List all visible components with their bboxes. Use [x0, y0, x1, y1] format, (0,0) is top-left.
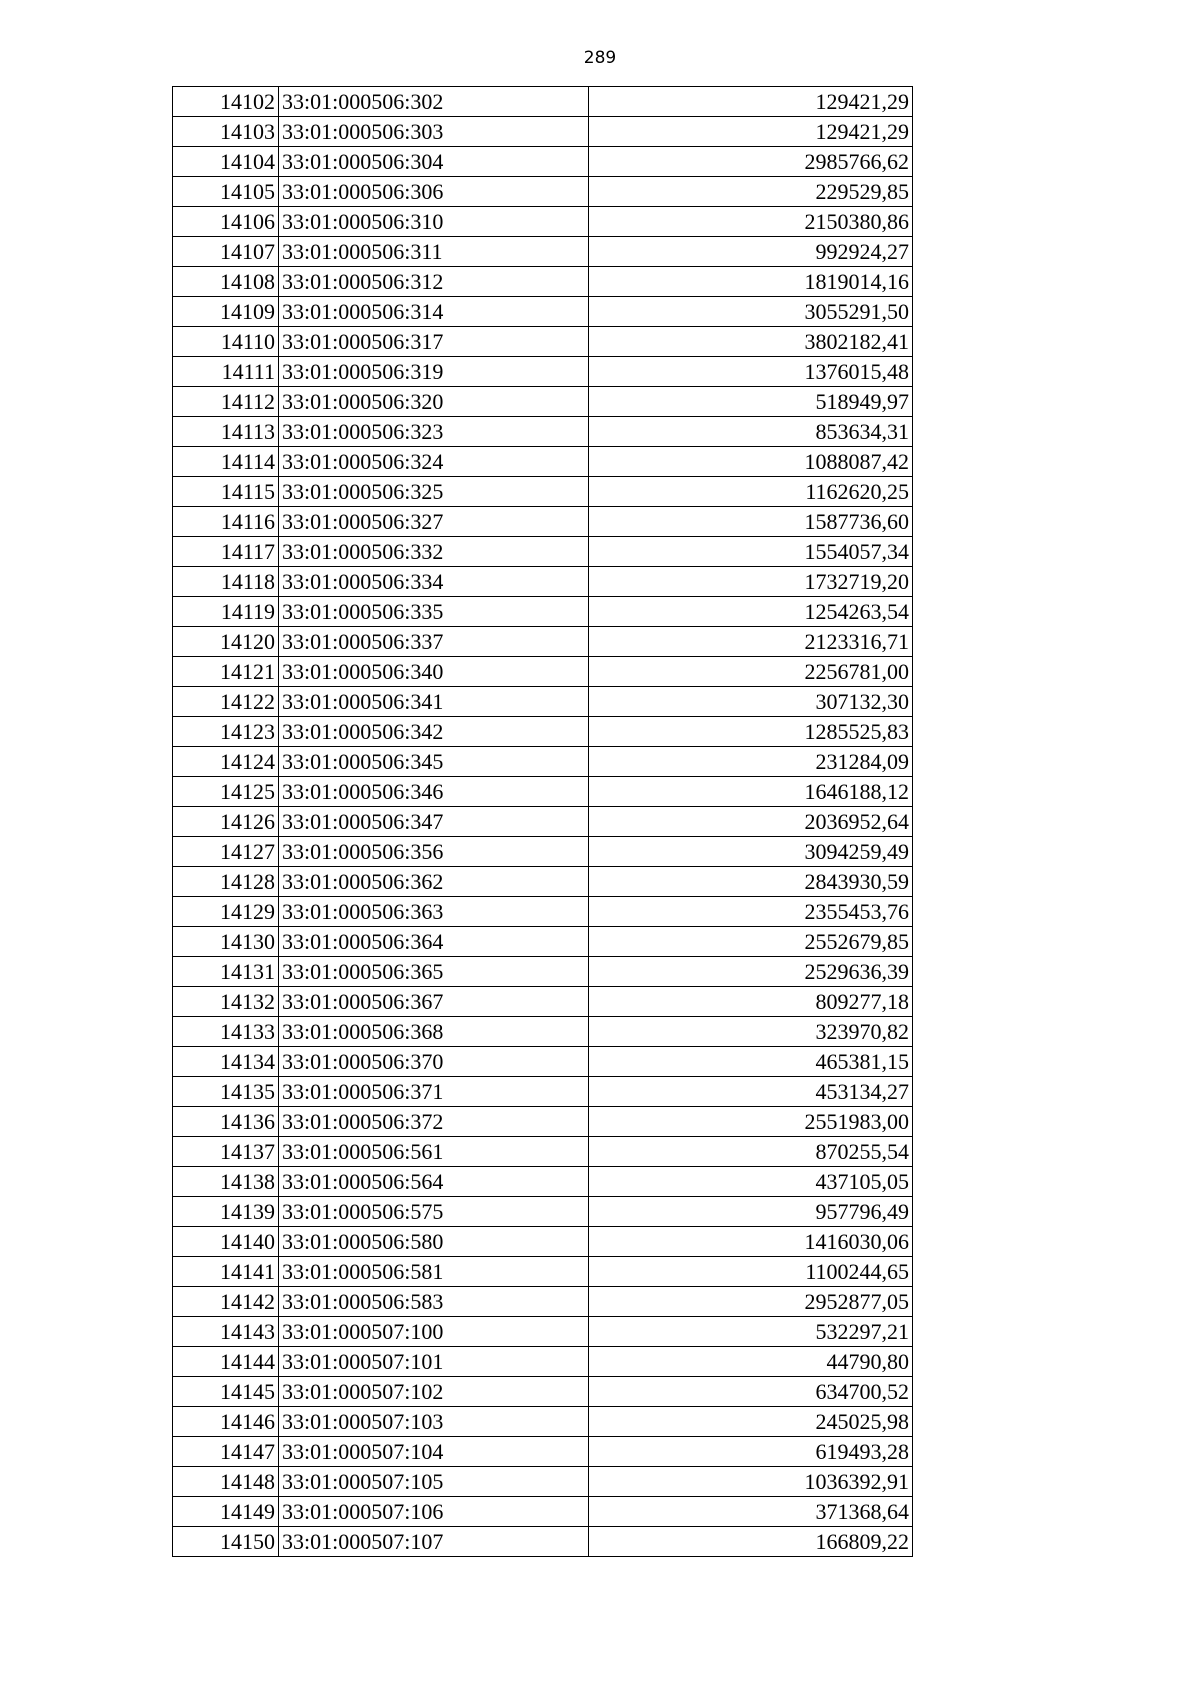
- table-row: [173, 627, 913, 657]
- value-cell: 1554057,34: [589, 537, 913, 567]
- value-cell: 619493,28: [589, 1437, 913, 1467]
- value-cell: 2529636,39: [589, 957, 913, 987]
- value-cell: 229529,85: [589, 177, 913, 207]
- cadastral-number-cell: 33:01:000506:335: [279, 597, 589, 627]
- row-number-cell: 14145: [173, 1377, 279, 1407]
- cadastral-number-cell: 33:01:000506:345: [279, 747, 589, 777]
- value-cell: 1416030,06: [589, 1227, 913, 1257]
- row-number-cell: 14142: [173, 1287, 279, 1317]
- table-row: [173, 477, 913, 507]
- cadastral-number-cell: 33:01:000506:370: [279, 1047, 589, 1077]
- table-row: [173, 867, 913, 897]
- table-row: [173, 897, 913, 927]
- row-number-cell: 14124: [173, 747, 279, 777]
- value-cell: 2036952,64: [589, 807, 913, 837]
- row-number-cell: 14122: [173, 687, 279, 717]
- row-number-cell: 14127: [173, 837, 279, 867]
- table-row: [173, 687, 913, 717]
- value-cell: 323970,82: [589, 1017, 913, 1047]
- cadastral-number-cell: 33:01:000506:337: [279, 627, 589, 657]
- table-row: [173, 1377, 913, 1407]
- value-cell: 245025,98: [589, 1407, 913, 1437]
- row-number-cell: 14116: [173, 507, 279, 537]
- row-number-cell: 14107: [173, 237, 279, 267]
- row-number-cell: 14111: [173, 357, 279, 387]
- table-row: [173, 537, 913, 567]
- row-number-cell: 14120: [173, 627, 279, 657]
- cadastral-number-cell: 33:01:000507:104: [279, 1437, 589, 1467]
- cadastral-number-cell: 33:01:000506:302: [279, 87, 589, 117]
- cadastral-number-cell: 33:01:000506:368: [279, 1017, 589, 1047]
- row-number-cell: 14141: [173, 1257, 279, 1287]
- table-row: [173, 267, 913, 297]
- cadastral-number-cell: 33:01:000507:103: [279, 1407, 589, 1437]
- cadastral-number-cell: 33:01:000506:341: [279, 687, 589, 717]
- table-row: [173, 777, 913, 807]
- table-row: [173, 1167, 913, 1197]
- value-cell: 1587736,60: [589, 507, 913, 537]
- row-number-cell: 14119: [173, 597, 279, 627]
- row-number-cell: 14147: [173, 1437, 279, 1467]
- row-number-cell: 14130: [173, 927, 279, 957]
- table-row: [173, 327, 913, 357]
- cadastral-number-cell: 33:01:000506:581: [279, 1257, 589, 1287]
- table-row: [173, 297, 913, 327]
- value-cell: 453134,27: [589, 1077, 913, 1107]
- row-number-cell: 14131: [173, 957, 279, 987]
- value-cell: 371368,64: [589, 1497, 913, 1527]
- value-cell: 465381,15: [589, 1047, 913, 1077]
- table-row: [173, 807, 913, 837]
- cadastral-number-cell: 33:01:000507:105: [279, 1467, 589, 1497]
- row-number-cell: 14117: [173, 537, 279, 567]
- row-number-cell: 14113: [173, 417, 279, 447]
- value-cell: 1100244,65: [589, 1257, 913, 1287]
- value-cell: 1162620,25: [589, 477, 913, 507]
- table-row: [173, 177, 913, 207]
- table-row: [173, 927, 913, 957]
- row-number-cell: 14140: [173, 1227, 279, 1257]
- value-cell: 307132,30: [589, 687, 913, 717]
- value-cell: 1036392,91: [589, 1467, 913, 1497]
- value-cell: 2150380,86: [589, 207, 913, 237]
- table-row: [173, 1077, 913, 1107]
- row-number-cell: 14112: [173, 387, 279, 417]
- cadastral-number-cell: 33:01:000506:342: [279, 717, 589, 747]
- value-cell: 129421,29: [589, 87, 913, 117]
- value-cell: 870255,54: [589, 1137, 913, 1167]
- value-cell: 2355453,76: [589, 897, 913, 927]
- cadastral-number-cell: 33:01:000506:364: [279, 927, 589, 957]
- row-number-cell: 14135: [173, 1077, 279, 1107]
- value-cell: 166809,22: [589, 1527, 913, 1557]
- table-row: [173, 1047, 913, 1077]
- cadastral-number-cell: 33:01:000506:362: [279, 867, 589, 897]
- table-row: [173, 447, 913, 477]
- table-row: [173, 837, 913, 867]
- cadastral-number-cell: 33:01:000506:346: [279, 777, 589, 807]
- row-number-cell: 14148: [173, 1467, 279, 1497]
- table-row: [173, 987, 913, 1017]
- value-cell: 3094259,49: [589, 837, 913, 867]
- value-cell: 3802182,41: [589, 327, 913, 357]
- cadastral-number-cell: 33:01:000507:100: [279, 1317, 589, 1347]
- value-cell: 532297,21: [589, 1317, 913, 1347]
- cadastral-number-cell: 33:01:000506:323: [279, 417, 589, 447]
- table-row: [173, 1137, 913, 1167]
- cadastral-number-cell: 33:01:000506:365: [279, 957, 589, 987]
- table-row: [173, 717, 913, 747]
- value-cell: 1646188,12: [589, 777, 913, 807]
- table-row: [173, 417, 913, 447]
- value-cell: 1376015,48: [589, 357, 913, 387]
- table-row: [173, 207, 913, 237]
- row-number-cell: 14126: [173, 807, 279, 837]
- value-cell: 2952877,05: [589, 1287, 913, 1317]
- table-row: [173, 657, 913, 687]
- row-number-cell: 14114: [173, 447, 279, 477]
- cadastral-number-cell: 33:01:000506:312: [279, 267, 589, 297]
- value-cell: 1088087,42: [589, 447, 913, 477]
- value-cell: 957796,49: [589, 1197, 913, 1227]
- value-cell: 1819014,16: [589, 267, 913, 297]
- cadastral-number-cell: 33:01:000506:580: [279, 1227, 589, 1257]
- value-cell: 2551983,00: [589, 1107, 913, 1137]
- cadastral-number-cell: 33:01:000506:314: [279, 297, 589, 327]
- row-number-cell: 14105: [173, 177, 279, 207]
- cadastral-number-cell: 33:01:000506:303: [279, 117, 589, 147]
- value-cell: 231284,09: [589, 747, 913, 777]
- value-cell: 44790,80: [589, 1347, 913, 1377]
- row-number-cell: 14132: [173, 987, 279, 1017]
- table-row: [173, 1527, 913, 1557]
- cadastral-number-cell: 33:01:000506:363: [279, 897, 589, 927]
- cadastral-number-cell: 33:01:000506:561: [279, 1137, 589, 1167]
- table-row: [173, 87, 913, 117]
- row-number-cell: 14121: [173, 657, 279, 687]
- table-row: [173, 1107, 913, 1137]
- table-row: [173, 1287, 913, 1317]
- table-row: [173, 1497, 913, 1527]
- page-number: 289: [583, 48, 617, 68]
- table-row: [173, 1467, 913, 1497]
- row-number-cell: 14149: [173, 1497, 279, 1527]
- table-row: [173, 597, 913, 627]
- cadastral-number-cell: 33:01:000506:325: [279, 477, 589, 507]
- row-number-cell: 14139: [173, 1197, 279, 1227]
- cadastral-number-cell: 33:01:000506:372: [279, 1107, 589, 1137]
- cadastral-number-cell: 33:01:000507:101: [279, 1347, 589, 1377]
- value-cell: 2552679,85: [589, 927, 913, 957]
- cadastral-number-cell: 33:01:000506:334: [279, 567, 589, 597]
- value-cell: 2843930,59: [589, 867, 913, 897]
- table-row: [173, 357, 913, 387]
- value-cell: 992924,27: [589, 237, 913, 267]
- cadastral-number-cell: 33:01:000506:306: [279, 177, 589, 207]
- table-row: [173, 1257, 913, 1287]
- value-cell: 3055291,50: [589, 297, 913, 327]
- records-table: [172, 86, 913, 1557]
- table-row: [173, 387, 913, 417]
- cadastral-number-cell: 33:01:000506:367: [279, 987, 589, 1017]
- value-cell: 518949,97: [589, 387, 913, 417]
- row-number-cell: 14125: [173, 777, 279, 807]
- cadastral-number-cell: 33:01:000507:102: [279, 1377, 589, 1407]
- table-row: [173, 957, 913, 987]
- cadastral-number-cell: 33:01:000506:319: [279, 357, 589, 387]
- row-number-cell: 14123: [173, 717, 279, 747]
- value-cell: 809277,18: [589, 987, 913, 1017]
- row-number-cell: 14102: [173, 87, 279, 117]
- cadastral-number-cell: 33:01:000506:575: [279, 1197, 589, 1227]
- row-number-cell: 14144: [173, 1347, 279, 1377]
- records-table-body: [173, 87, 913, 1557]
- row-number-cell: 14137: [173, 1137, 279, 1167]
- cadastral-number-cell: 33:01:000506:304: [279, 147, 589, 177]
- table-row: [173, 237, 913, 267]
- cadastral-number-cell: 33:01:000506:340: [279, 657, 589, 687]
- row-number-cell: 14108: [173, 267, 279, 297]
- value-cell: 853634,31: [589, 417, 913, 447]
- table-row: [173, 1407, 913, 1437]
- cadastral-number-cell: 33:01:000506:564: [279, 1167, 589, 1197]
- cadastral-number-cell: 33:01:000506:332: [279, 537, 589, 567]
- value-cell: 2985766,62: [589, 147, 913, 177]
- value-cell: 1285525,83: [589, 717, 913, 747]
- row-number-cell: 14109: [173, 297, 279, 327]
- table-row: [173, 1347, 913, 1377]
- cadastral-number-cell: 33:01:000506:583: [279, 1287, 589, 1317]
- row-number-cell: 14150: [173, 1527, 279, 1557]
- value-cell: 2256781,00: [589, 657, 913, 687]
- row-number-cell: 14134: [173, 1047, 279, 1077]
- value-cell: 2123316,71: [589, 627, 913, 657]
- row-number-cell: 14128: [173, 867, 279, 897]
- row-number-cell: 14118: [173, 567, 279, 597]
- table-row: [173, 567, 913, 597]
- cadastral-number-cell: 33:01:000506:371: [279, 1077, 589, 1107]
- row-number-cell: 14129: [173, 897, 279, 927]
- value-cell: 634700,52: [589, 1377, 913, 1407]
- cadastral-number-cell: 33:01:000506:311: [279, 237, 589, 267]
- cadastral-number-cell: 33:01:000506:310: [279, 207, 589, 237]
- row-number-cell: 14110: [173, 327, 279, 357]
- table-row: [173, 747, 913, 777]
- cadastral-number-cell: 33:01:000506:317: [279, 327, 589, 357]
- cadastral-number-cell: 33:01:000507:107: [279, 1527, 589, 1557]
- cadastral-number-cell: 33:01:000507:106: [279, 1497, 589, 1527]
- table-row: [173, 507, 913, 537]
- row-number-cell: 14136: [173, 1107, 279, 1137]
- table-row: [173, 1317, 913, 1347]
- row-number-cell: 14103: [173, 117, 279, 147]
- row-number-cell: 14106: [173, 207, 279, 237]
- row-number-cell: 14143: [173, 1317, 279, 1347]
- row-number-cell: 14133: [173, 1017, 279, 1047]
- row-number-cell: 14146: [173, 1407, 279, 1437]
- cadastral-number-cell: 33:01:000506:327: [279, 507, 589, 537]
- cadastral-number-cell: 33:01:000506:324: [279, 447, 589, 477]
- cadastral-number-cell: 33:01:000506:320: [279, 387, 589, 417]
- value-cell: 129421,29: [589, 117, 913, 147]
- value-cell: 437105,05: [589, 1167, 913, 1197]
- table-row: [173, 1017, 913, 1047]
- value-cell: 1732719,20: [589, 567, 913, 597]
- row-number-cell: 14104: [173, 147, 279, 177]
- table-row: [173, 1227, 913, 1257]
- table-row: [173, 1197, 913, 1227]
- table-row: [173, 1437, 913, 1467]
- row-number-cell: 14115: [173, 477, 279, 507]
- value-cell: 1254263,54: [589, 597, 913, 627]
- table-row: [173, 117, 913, 147]
- table-row: [173, 147, 913, 177]
- cadastral-number-cell: 33:01:000506:347: [279, 807, 589, 837]
- cadastral-number-cell: 33:01:000506:356: [279, 837, 589, 867]
- row-number-cell: 14138: [173, 1167, 279, 1197]
